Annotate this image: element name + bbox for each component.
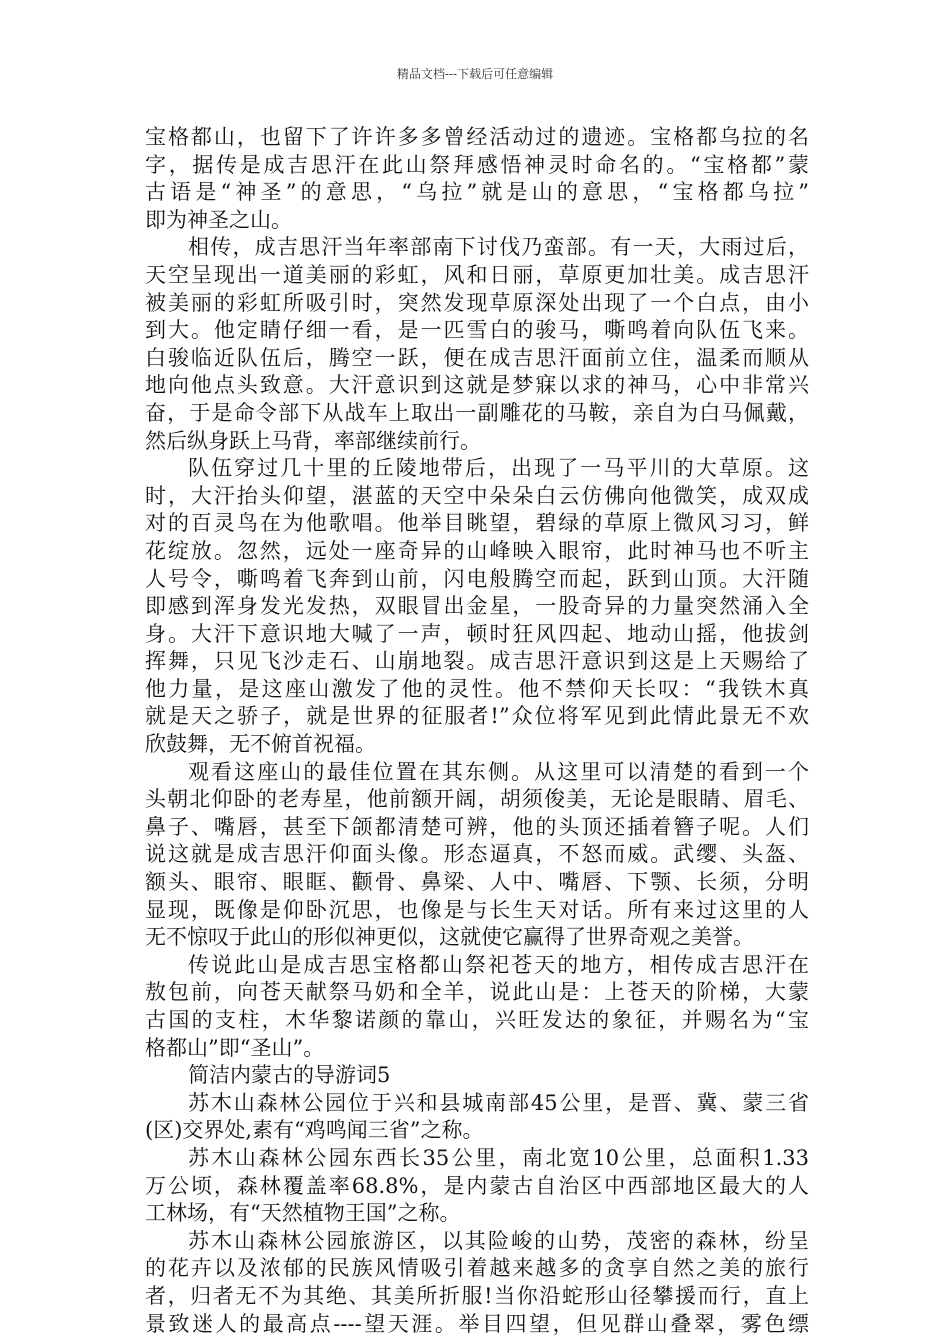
- text-line: 队伍穿过几十里的丘陵地带后，出现了一马平川的大草原。这: [188, 456, 809, 481]
- text-line: 简洁内蒙古的导游词5: [188, 1063, 391, 1088]
- text-line: 传说此山是成吉思宝格都山祭祀苍天的地方，相传成吉思汗在: [188, 952, 809, 977]
- text-line: 的花卉以及浓郁的民族风情吸引着越来越多的贪享自然之美的旅行: [145, 1256, 809, 1281]
- text-line: 敖包前，向苍天献祭马奶和全羊，说此山是：上苍天的阶梯，大蒙: [145, 980, 809, 1005]
- text-line: 被美丽的彩虹所吸引时，突然发现草原深处出现了一个白点，由小: [145, 290, 809, 315]
- text-line: 宝格都山，也留下了许许多多曾经活动过的遗迹。宝格都乌拉的名: [145, 125, 809, 149]
- text-line: 额头、眼帘、眼眶、颧骨、鼻梁、人中、嘴唇、下颚、长须，分明: [145, 870, 809, 895]
- text-line: 者，归者无不为其绝、其美所折服!当你沿蛇形山径攀援而行，直上: [145, 1283, 809, 1308]
- text-line: 古国的支柱，木华黎诺颜的靠山，兴旺发达的象征，并赐名为“宝: [145, 1008, 809, 1032]
- text-line: 头朝北仰卧的老寿星，他前额开阔，胡须俊美，无论是眼睛、眉毛、: [145, 787, 809, 812]
- text-line: 苏木山森林公园东西长35公里，南北宽10公里，总面积1.33: [188, 1145, 809, 1170]
- text-line: 显现，既像是仰卧沉思，也像是与长生天对话。所有来过这里的人: [145, 897, 809, 922]
- text-line: 即为神圣之山。: [145, 207, 292, 232]
- text-line: 白骏临近队伍后，腾空一跃，便在成吉思汗面前立住，温柔而顺从: [145, 345, 809, 370]
- text-line: 观看这座山的最佳位置在其东侧。从这里可以清楚的看到一个: [188, 759, 809, 784]
- text-line: 景致迷人的最高点----望天涯。举目四望，但见群山叠翠，雾色缥: [145, 1311, 809, 1336]
- text-line: 苏木山森林公园位于兴和县城南部45公里，是晋、冀、蒙三省: [188, 1090, 809, 1115]
- text-line: 时，大汗抬头仰望，湛蓝的天空中朵朵白云仿佛向他微笑，成双成: [145, 483, 809, 508]
- text-line: 说这就是成吉思汗仰面头像。形态逼真，不怒而威。武缨、头盔、: [145, 842, 809, 867]
- text-line: 工林场，有“天然植物王国”之称。: [145, 1201, 461, 1226]
- text-line: 苏木山森林公园旅游区，以其险峻的山势，茂密的森林，纷呈: [188, 1228, 809, 1253]
- text-line: 古语是“神圣”的意思，“乌拉”就是山的意思，“宝格都乌拉”: [145, 180, 809, 205]
- text-line: 他力量，是这座山激发了他的灵性。他不禁仰天长叹：“我铁木真: [145, 676, 809, 701]
- text-line: 就是天之骄子，就是世界的征服者!”众位将军见到此情此景无不欢: [145, 704, 809, 729]
- text-line: 字，据传是成吉思汗在此山祭拜感悟神灵时命名的。“宝格都”蒙: [145, 152, 809, 177]
- text-line: 万公顷，森林覆盖率68.8%，是内蒙古自治区中西部地区最大的人: [145, 1173, 809, 1198]
- text-line: 身。大汗下意识地大喊了一声，顿时狂风四起、地动山摇，他拔剑: [145, 621, 809, 646]
- page-header: 精品文档---下载后可任意编辑: [396, 67, 554, 81]
- text-line: 天空呈现出一道美丽的彩虹，风和日丽，草原更加壮美。成吉思汗: [145, 262, 809, 287]
- text-line: 即感到浑身发光发热，双眼冒出金星，一股奇异的力量突然涌入全: [145, 594, 809, 619]
- text-line: 人号令，嘶鸣着飞奔到山前，闪电般腾空而起，跃到山顶。大汗随: [145, 566, 809, 591]
- text-line: 对的百灵鸟在为他歌唱。他举目眺望，碧绿的草原上微风习习，鲜: [145, 511, 809, 536]
- text-line: 无不惊叹于此山的形似神更似，这就使它赢得了世界奇观之美誉。: [145, 925, 754, 950]
- text-line: 奋，于是命令部下从战车上取出一副雕花的马鞍，亲自为白马佩戴，: [145, 400, 809, 425]
- text-line: 挥舞，只见飞沙走石、山崩地裂。成吉思汗意识到这是上天赐给了: [145, 649, 809, 674]
- text-line: 相传，成吉思汗当年率部南下讨伐乃蛮部。有一天，大雨过后，: [188, 235, 809, 260]
- text-line: 到大。他定睛仔细一看，是一匹雪白的骏马，嘶鸣着向队伍飞来。: [145, 318, 809, 343]
- text-line: 鼻子、嘴唇，甚至下颌都清楚可辨，他的头顶还插着簪子呢。人们: [145, 814, 809, 839]
- text-line: 地向他点头致意。大汗意识到这就是梦寐以求的神马，心中非常兴: [145, 373, 809, 398]
- text-line: 欣鼓舞，无不俯首祝福。: [145, 732, 376, 757]
- text-line: 花绽放。忽然，远处一座奇异的山峰映入眼帘，此时神马也不听主: [145, 538, 809, 563]
- text-line: 格都山”即“圣山”。: [145, 1035, 325, 1060]
- text-line: 然后纵身跃上马背，率部继续前行。: [145, 428, 481, 453]
- text-line: (区)交界处,素有“鸡鸣闻三省”之称。: [145, 1118, 484, 1143]
- document-body: [145, 124, 809, 1338]
